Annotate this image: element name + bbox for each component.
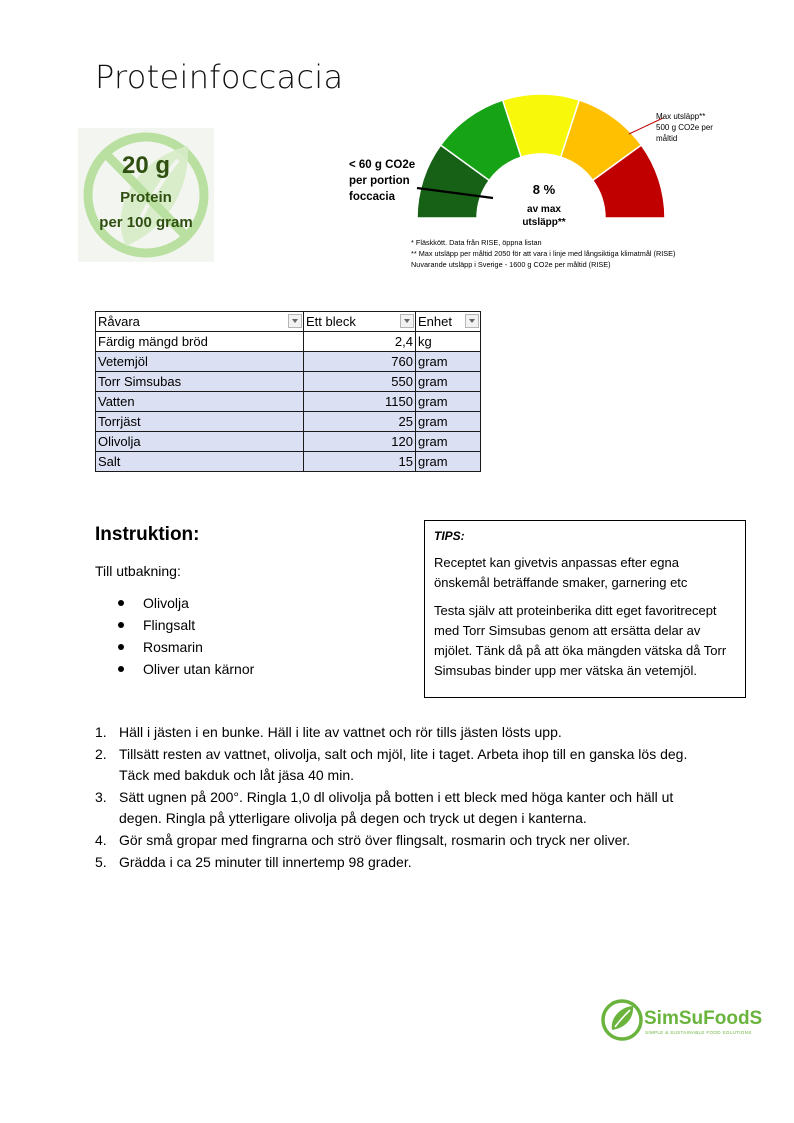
tips-box [424, 520, 746, 698]
footnote: Nuvarande utsläpp i Sverige - 1600 g CO2e per måltid (RISE) [411, 260, 611, 269]
step-item: 4. Gör små gropar med fingrarna och strö över flingsalt, rosmarin och tryck ner oliver. [95, 832, 631, 848]
bullet-icon [118, 622, 124, 628]
table-row: Färdig mängd bröd 2,4 kg [96, 332, 481, 352]
topping-list [115, 592, 254, 680]
bullet-icon [118, 666, 124, 672]
bullet-icon [118, 600, 124, 606]
gauge-emission-label: < 60 g CO2e per portion foccacia [349, 159, 416, 203]
svg-text:SIMPLE & SUSTAINABLE FOOD SOLU: SIMPLE & SUSTAINABLE FOOD SOLUTIONS [645, 1030, 752, 1035]
page-title: Proteinfoccacia [95, 58, 344, 96]
step-item: 1. Häll i jästen i en bunke. Häll i lite av vattnet och rör tills jästen lösts upp. [95, 724, 562, 740]
header-ett-bleck: Ett bleck [304, 312, 416, 332]
tips-heading: TIPS: [434, 529, 465, 543]
instruction-steps [95, 722, 715, 874]
step-item: 3. Sätt ugnen på 200°. Ringla 1,0 dl olivolja på botten i ett bleck med höga kanter och häll ut degen. Ringla på ytterligare olivolja på degen och tryck ut degen i kanterna. [95, 789, 674, 826]
gauge-percent: 8 % [532, 182, 556, 197]
step-item: 2. Tillsätt resten av vattnet, olivolja, salt och mjöl, lite i taget. Arbeta ihop till en ganska lös deg. Täck med bakduk och låt jäsa 40 min. [95, 746, 688, 783]
list-item: Olivolja [115, 592, 254, 614]
instruktion-heading: Instruktion: [95, 524, 200, 545]
filter-dropdown-icon[interactable] [465, 314, 479, 328]
gauge-footnotes [411, 237, 751, 270]
protein-per-100g: per 100 gram [99, 214, 193, 231]
protein-label: Protein [120, 189, 172, 206]
table-row: Vetemjöl 760 gram [96, 352, 481, 372]
header-ravara: Råvara [96, 312, 304, 332]
ingredients-table [95, 311, 481, 472]
list-item: Flingsalt [115, 614, 254, 636]
filter-dropdown-icon[interactable] [400, 314, 414, 328]
filter-dropdown-icon[interactable] [288, 314, 302, 328]
footnote: * Fläskkött. Data från RISE, öppna listan [411, 238, 542, 247]
simsufoods-logo [600, 998, 770, 1042]
svg-text:SimSuFoodS: SimSuFoodS [644, 1008, 763, 1029]
step-item: 5. Grädda i ca 25 minuter till innertemp 98 grader. [95, 854, 412, 870]
tips-paragraph: Receptet kan givetvis anpassas efter egna önskemål beträffande smaker, garnering etc [434, 555, 688, 590]
protein-amount: 20 g [121, 152, 171, 179]
table-row: Torrjäst 25 gram [96, 412, 481, 432]
table-row: Salt 15 gram [96, 452, 481, 472]
list-item: Oliver utan kärnor [115, 658, 254, 680]
table-header-row [96, 312, 481, 332]
footnote: ** Max utsläpp per måltid 2050 för att vara i linje med långsiktiga klimatmål (RISE) [411, 249, 676, 258]
table-row: Olivolja 120 gram [96, 432, 481, 452]
tips-paragraph: Testa själv att proteinberika ditt eget favoritrecept med Torr Simsubas genom att ersätta delar av mjölet. Tänk då på att öka mängden vätska då Torr Simsubas binder upp mer vätska än vetemjöl. [434, 603, 727, 678]
protein-badge [78, 128, 214, 262]
header-enhet: Enhet [416, 312, 481, 332]
list-item: Rosmarin [115, 636, 254, 658]
gauge-percent-label: av max utsläpp** [522, 204, 566, 228]
gauge-max-label: Max utsläpp** 500 g CO2e per måltid [656, 112, 713, 143]
bullet-icon [118, 644, 124, 650]
table-row: Vatten 1150 gram [96, 392, 481, 412]
table-row: Torr Simsubas 550 gram [96, 372, 481, 392]
till-utbakning-label: Till utbakning: [95, 563, 181, 579]
